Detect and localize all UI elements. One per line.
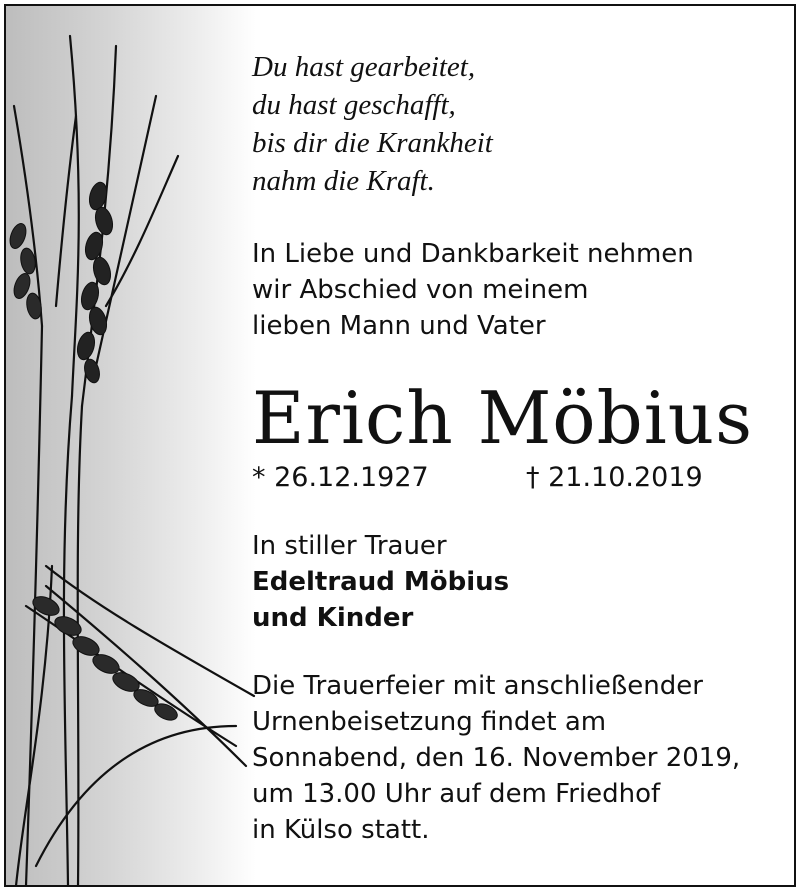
memorial-poem: [252, 48, 784, 200]
obituary-notice: [4, 4, 796, 887]
mourners-block: [252, 528, 784, 636]
birth-date: * 26.12.1927: [252, 462, 429, 493]
service-line: um 13.00 Uhr auf dem Friedhof: [252, 779, 661, 809]
wheat-ears-icon: [6, 6, 256, 885]
service-line: Sonnabend, den 16. November 2019,: [252, 743, 741, 773]
deceased-name: Erich Möbius: [252, 376, 754, 460]
death-date: † 21.10.2019: [526, 462, 703, 493]
service-line: Die Trauerfeier mit anschließender: [252, 671, 703, 701]
mourner-name: Edeltraud Möbius: [252, 567, 510, 597]
poem-line: du hast geschafft,: [252, 89, 456, 121]
poem-line: Du hast gearbeitet,: [252, 51, 476, 83]
intro-line: lieben Mann und Vater: [252, 311, 546, 341]
service-line: in Külso statt.: [252, 815, 430, 845]
poem-line: bis dir die Krankheit: [252, 127, 493, 159]
mourner-name: und Kinder: [252, 603, 414, 633]
wheat-illustration: [6, 6, 256, 885]
farewell-intro: [252, 236, 784, 344]
poem-line: nahm die Kraft.: [252, 165, 435, 197]
intro-line: wir Abschied von meinem: [252, 275, 589, 305]
mourners-heading: In stiller Trauer: [252, 531, 447, 561]
intro-line: In Liebe und Dankbarkeit nehmen: [252, 239, 694, 269]
funeral-service-info: [252, 668, 784, 848]
service-line: Urnenbeisetzung findet am: [252, 707, 607, 737]
